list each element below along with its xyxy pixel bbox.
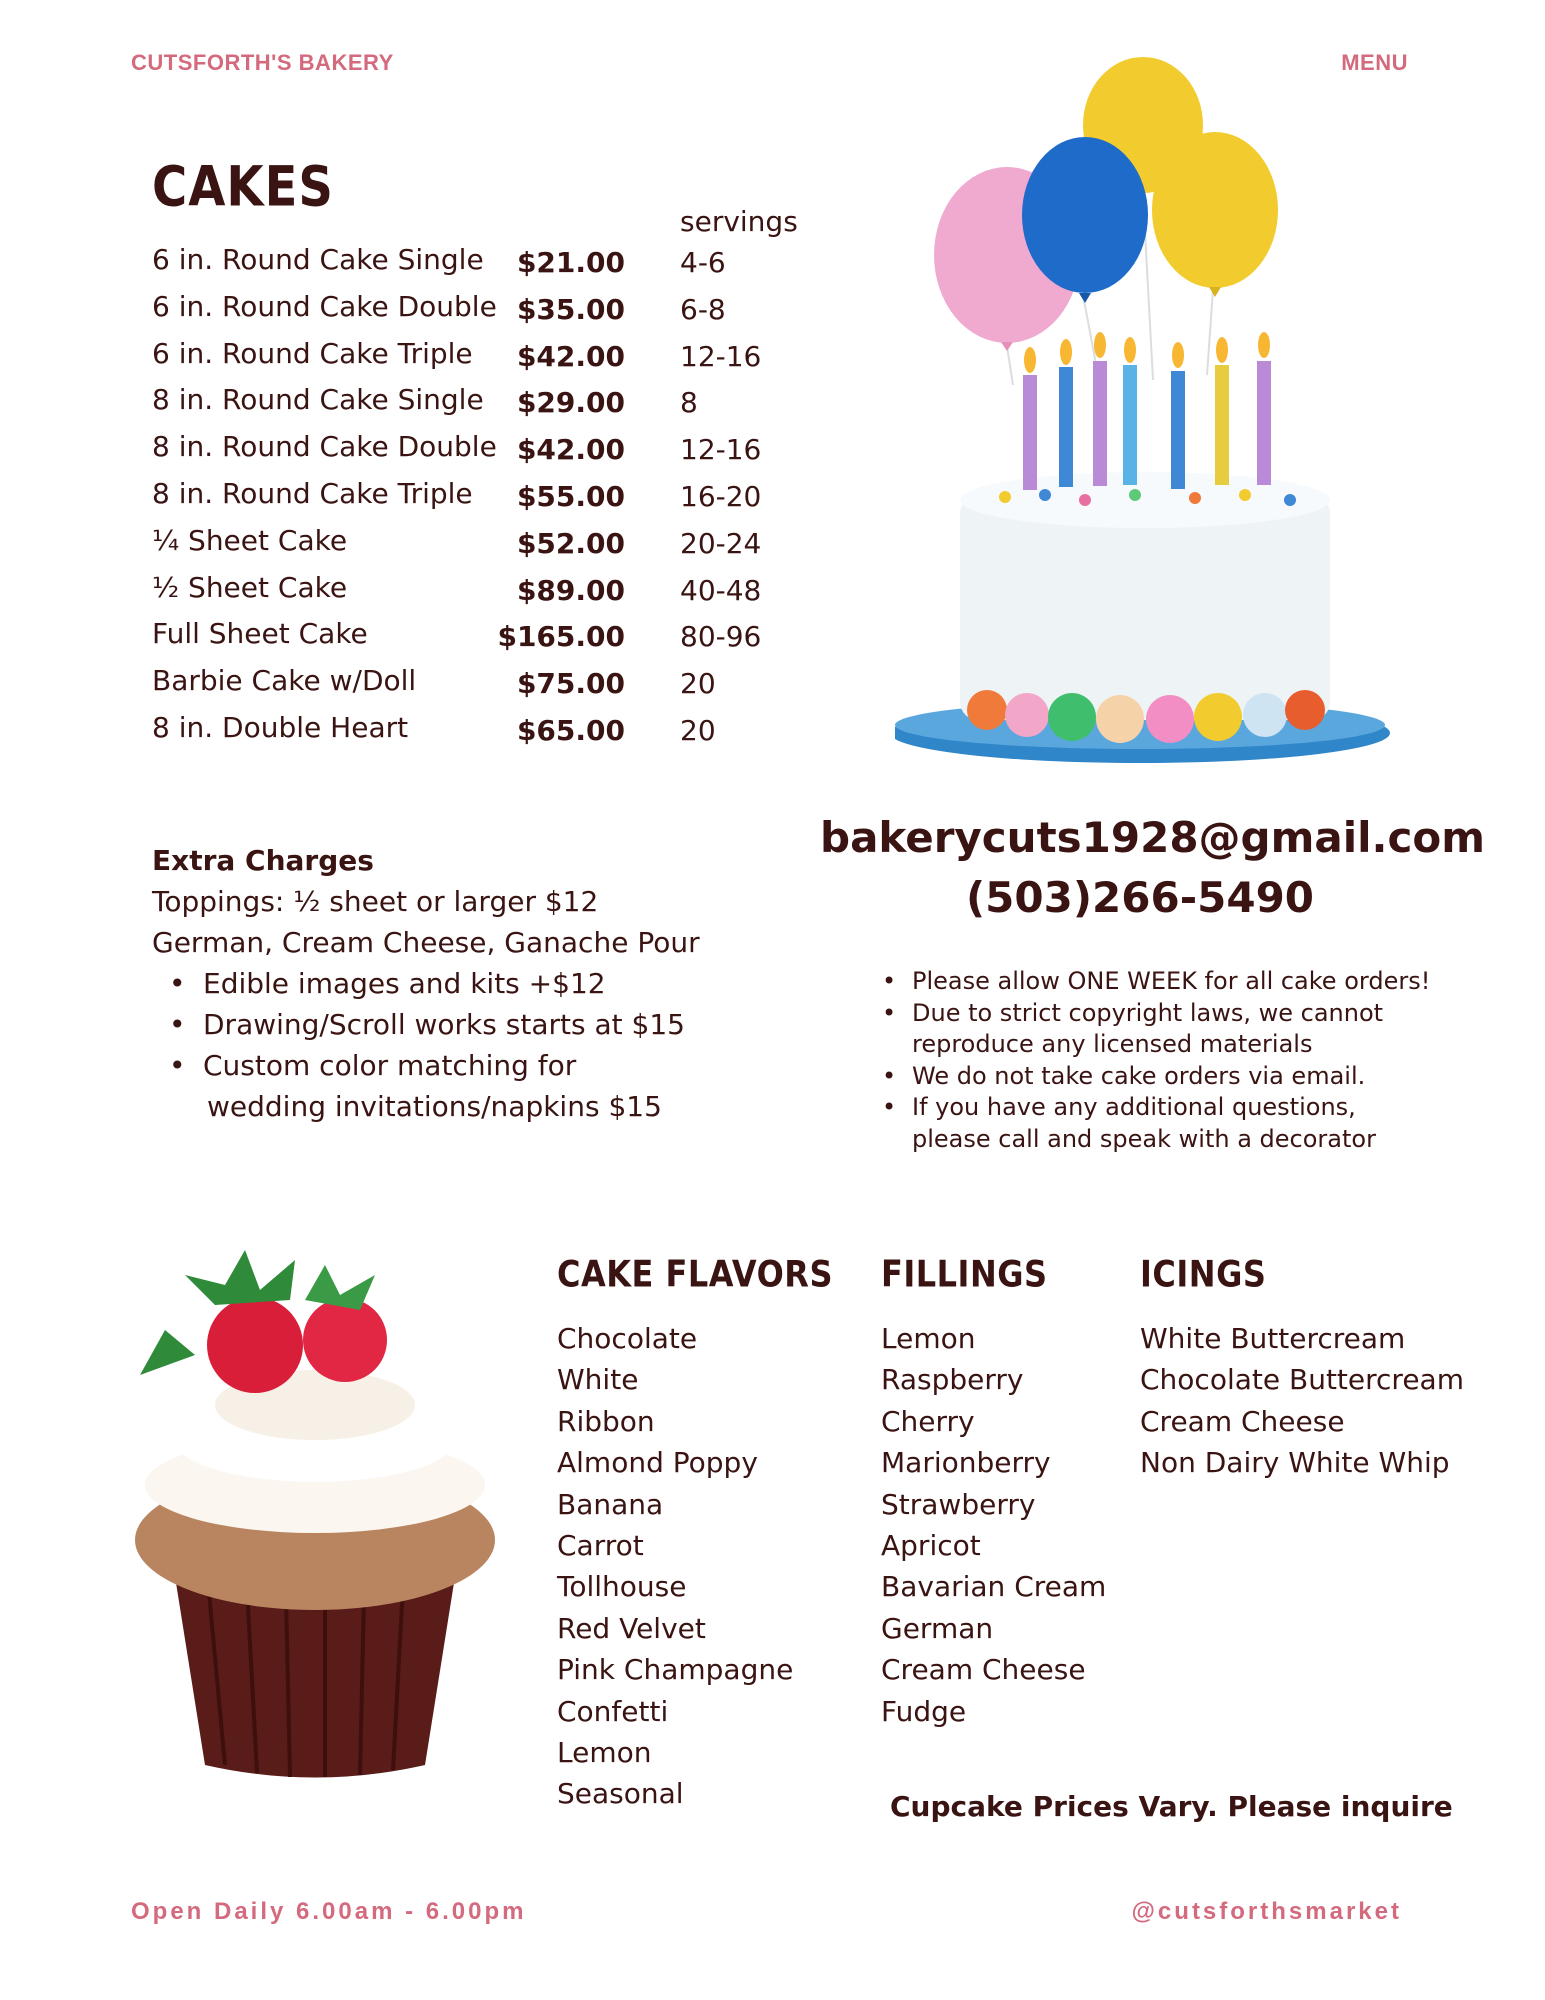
cake-price: $29.00 (516, 386, 625, 420)
cakes-heading: CAKES (152, 155, 334, 220)
brand-name: CUTSFORTH'S BAKERY (131, 50, 394, 75)
menu-label: MENU (1341, 50, 1408, 75)
cupcake-price-note: Cupcake Prices Vary. Please inquire (890, 1790, 1453, 1823)
cake-price: $75.00 (516, 667, 625, 701)
price-row (152, 571, 812, 618)
list-item: White (557, 1363, 639, 1397)
cake-name: 8 in. Round Cake Double (152, 430, 497, 464)
extra-charges-title: Extra Charges (152, 844, 374, 877)
list-item: • Due to strict copyright laws, we cannot reproduce any licensed materials (878, 998, 1438, 1061)
cake-name: 6 in. Round Cake Triple (152, 336, 473, 370)
list-item: Carrot (557, 1528, 644, 1562)
price-row (152, 477, 812, 524)
fillings-heading: FILLINGS (881, 1252, 1048, 1296)
cake-servings: 4-6 (680, 246, 726, 279)
cake-servings: 6-8 (680, 292, 726, 326)
list-item: Ribbon (557, 1404, 655, 1438)
price-row (152, 430, 812, 477)
list-item: Cream Cheese (881, 1653, 1086, 1687)
order-policies (878, 966, 1438, 1155)
cake-price: $65.00 (516, 713, 625, 747)
list-item: Pink Champagne (557, 1653, 794, 1687)
cake-price: $52.00 (516, 526, 625, 560)
list-item: Chocolate Buttercream (1140, 1363, 1464, 1397)
list-item: Marionberry (881, 1446, 1051, 1480)
list-item: • We do not take cake orders via email. (878, 1061, 1438, 1093)
list-item: Tollhouse (557, 1570, 687, 1604)
list-item: Raspberry (881, 1363, 1024, 1397)
cake-price-list (152, 243, 812, 758)
cake-servings: 20-24 (680, 526, 762, 560)
cake-servings: 8 (680, 386, 698, 420)
cake-flavors-list (557, 1318, 833, 1815)
cake-price: $42.00 (516, 339, 625, 373)
contact-email[interactable]: bakerycuts1928@gmail.com (820, 813, 1485, 862)
cake-price: $165.00 (497, 620, 625, 654)
list-item: White Buttercream (1140, 1322, 1406, 1355)
price-row (152, 711, 812, 758)
list-item: German (881, 1611, 994, 1645)
cake-price: $89.00 (516, 573, 625, 607)
list-item: Fudge (881, 1694, 967, 1728)
cake-servings: 16-20 (680, 479, 762, 513)
birthday-cake-image (895, 55, 1415, 775)
list-item: Chocolate (557, 1322, 698, 1355)
cake-servings: 40-48 (680, 573, 762, 607)
icings-column (1140, 1252, 1464, 1484)
cake-price: $55.00 (516, 479, 625, 513)
price-row (152, 290, 812, 337)
contact-info (820, 808, 1485, 928)
price-row (152, 664, 812, 711)
social-handle[interactable]: @cutsforthsmarket (1131, 1898, 1402, 1925)
icings-list (1140, 1318, 1464, 1484)
cake-price: $42.00 (516, 433, 625, 467)
list-item: Lemon (557, 1735, 652, 1769)
cake-name: ¼ Sheet Cake (152, 523, 348, 557)
cake-name: 8 in. Round Cake Single (152, 383, 484, 417)
list-item: Seasonal (557, 1777, 684, 1811)
list-item: Non Dairy White Whip (1140, 1446, 1450, 1480)
servings-column-header: servings (680, 205, 798, 238)
cake-servings: 12-16 (680, 339, 762, 373)
cake-servings: 20 (680, 713, 716, 747)
cake-servings: 12-16 (680, 433, 762, 467)
price-row (152, 383, 812, 430)
fillings-column (881, 1252, 1106, 1732)
list-item: • Drawing/Scroll works starts at $15 (152, 1004, 852, 1045)
list-item: Apricot (881, 1528, 981, 1562)
toppings-types-line: German, Cream Cheese, Ganache Pour (152, 926, 700, 959)
list-item: Red Velvet (557, 1611, 706, 1645)
contact-phone[interactable]: (503)266-5490 (965, 873, 1315, 922)
list-item: • Custom color matching for (152, 1045, 852, 1086)
fillings-list (881, 1318, 1106, 1732)
extra-charges-list (152, 963, 852, 1086)
list-item: Strawberry (881, 1487, 1036, 1521)
list-item: Lemon (881, 1322, 976, 1355)
extra-charges (152, 840, 852, 1127)
cake-name: 8 in. Round Cake Triple (152, 476, 473, 510)
cake-name: Full Sheet Cake (152, 617, 368, 651)
price-row (152, 524, 812, 571)
cake-name: 8 in. Double Heart (152, 710, 409, 744)
list-item-continuation: wedding invitations/napkins $15 (207, 1090, 662, 1123)
cake-price: $21.00 (516, 246, 625, 279)
list-item: • Edible images and kits +$12 (152, 963, 852, 1004)
list-item: • If you have any additional questions, please call and speak with a decorator (878, 1092, 1438, 1155)
list-item: • Please allow ONE WEEK for all cake orders! (878, 966, 1438, 998)
price-row (152, 617, 812, 664)
list-item: Almond Poppy (557, 1446, 758, 1480)
cake-flavors-heading: CAKE FLAVORS (557, 1252, 833, 1296)
cake-flavors-column (557, 1252, 833, 1815)
list-item: Bavarian Cream (881, 1570, 1107, 1604)
toppings-line: Toppings: ½ sheet or larger $12 (152, 885, 599, 918)
opening-hours: Open Daily 6.00am - 6.00pm (131, 1898, 527, 1925)
list-item: Cherry (881, 1404, 975, 1438)
list-item: Confetti (557, 1694, 669, 1728)
cake-name: 6 in. Round Cake Single (152, 243, 484, 276)
price-row (152, 337, 812, 384)
cake-name: 6 in. Round Cake Double (152, 289, 497, 323)
cake-servings: 20 (680, 667, 716, 701)
cake-price: $35.00 (516, 292, 625, 326)
cake-name: ½ Sheet Cake (152, 570, 348, 604)
cupcake-image (125, 1245, 505, 1785)
list-item: Cream Cheese (1140, 1404, 1345, 1438)
cake-servings: 80-96 (680, 620, 762, 654)
icings-heading: ICINGS (1140, 1252, 1267, 1296)
cake-name: Barbie Cake w/Doll (152, 664, 417, 698)
list-item: Banana (557, 1487, 664, 1521)
price-row (152, 243, 812, 290)
